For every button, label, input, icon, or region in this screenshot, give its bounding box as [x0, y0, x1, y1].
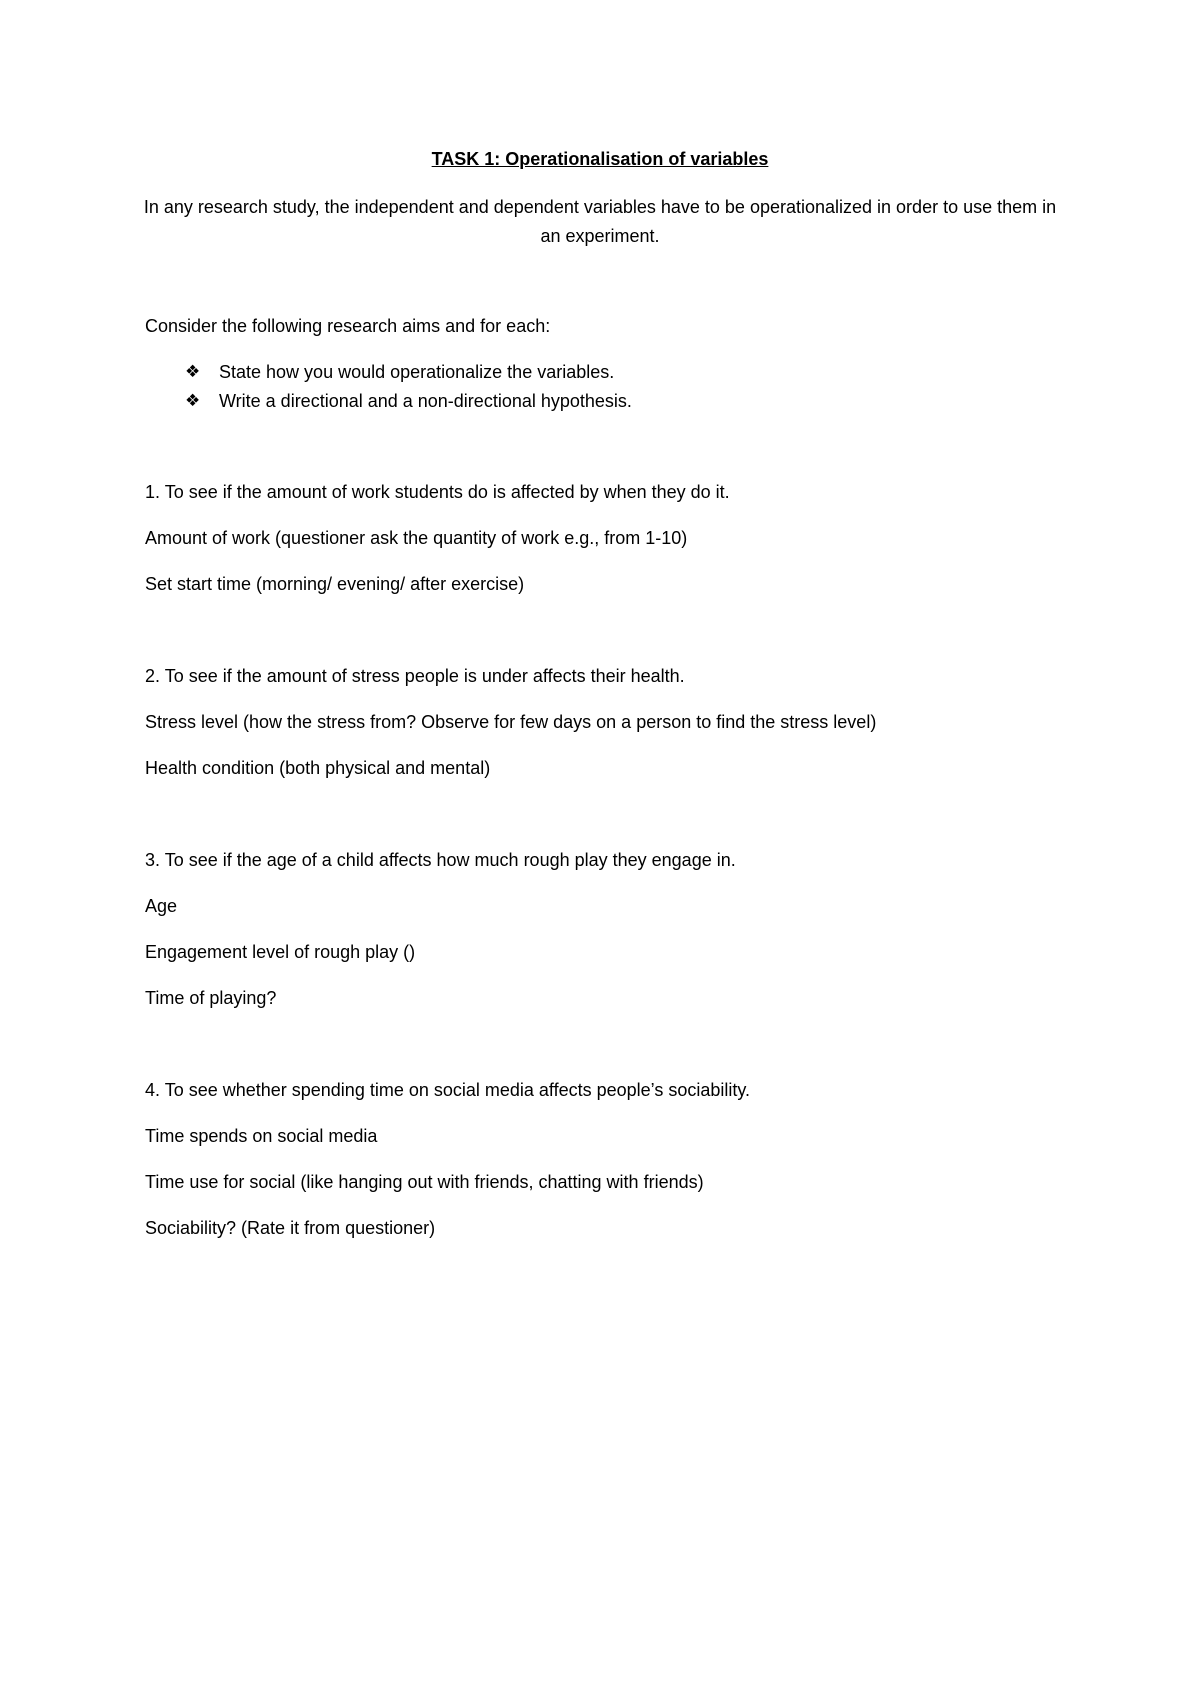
bullet-text: Write a directional and a non-directional hypothesis. — [219, 391, 632, 411]
diamond-bullet-icon: ❖ — [185, 362, 201, 381]
page-title: TASK 1: Operationalisation of variables — [431, 149, 769, 169]
aim-answer: Time use for social (like hanging out with friends, chatting with friends) — [145, 1172, 704, 1192]
bullet-item — [185, 390, 632, 412]
aim-heading: 4. To see whether spending time on social media affects people’s sociability. — [145, 1080, 751, 1100]
aim-answer: Amount of work (questioner ask the quantity of work e.g., from 1-10) — [145, 528, 688, 548]
aim-answer: Health condition (both physical and mental) — [145, 758, 491, 778]
aim-answer: Time of playing? — [145, 988, 277, 1008]
instructions-line: Consider the following research aims and for each: — [145, 316, 551, 336]
aim-answer: Set start time (morning/ evening/ after exercise) — [145, 574, 525, 594]
aim-answer: Age — [145, 896, 178, 916]
aim-answer: Stress level (how the stress from? Observe for few days on a person to find the stress level) — [145, 712, 877, 732]
aim-heading: 2. To see if the amount of stress people is under affects their health. — [145, 666, 685, 686]
bullet-text: State how you would operationalize the variables. — [219, 362, 615, 382]
aim-answer: Engagement level of rough play () — [145, 942, 416, 962]
aim-heading: 1. To see if the amount of work students do is affected by when they do it. — [145, 482, 730, 502]
aim-answer: Time spends on social media — [145, 1126, 378, 1146]
aim-heading: 3. To see if the age of a child affects how much rough play they engage in. — [145, 850, 736, 870]
diamond-bullet-icon: ❖ — [185, 391, 201, 410]
aim-answer: Sociability? (Rate it from questioner) — [145, 1218, 436, 1238]
bullet-item — [185, 361, 614, 383]
intro-paragraph: In any research study, the independent and dependent variables have to be operationalized in order to use them in an experiment. — [143, 197, 1057, 246]
